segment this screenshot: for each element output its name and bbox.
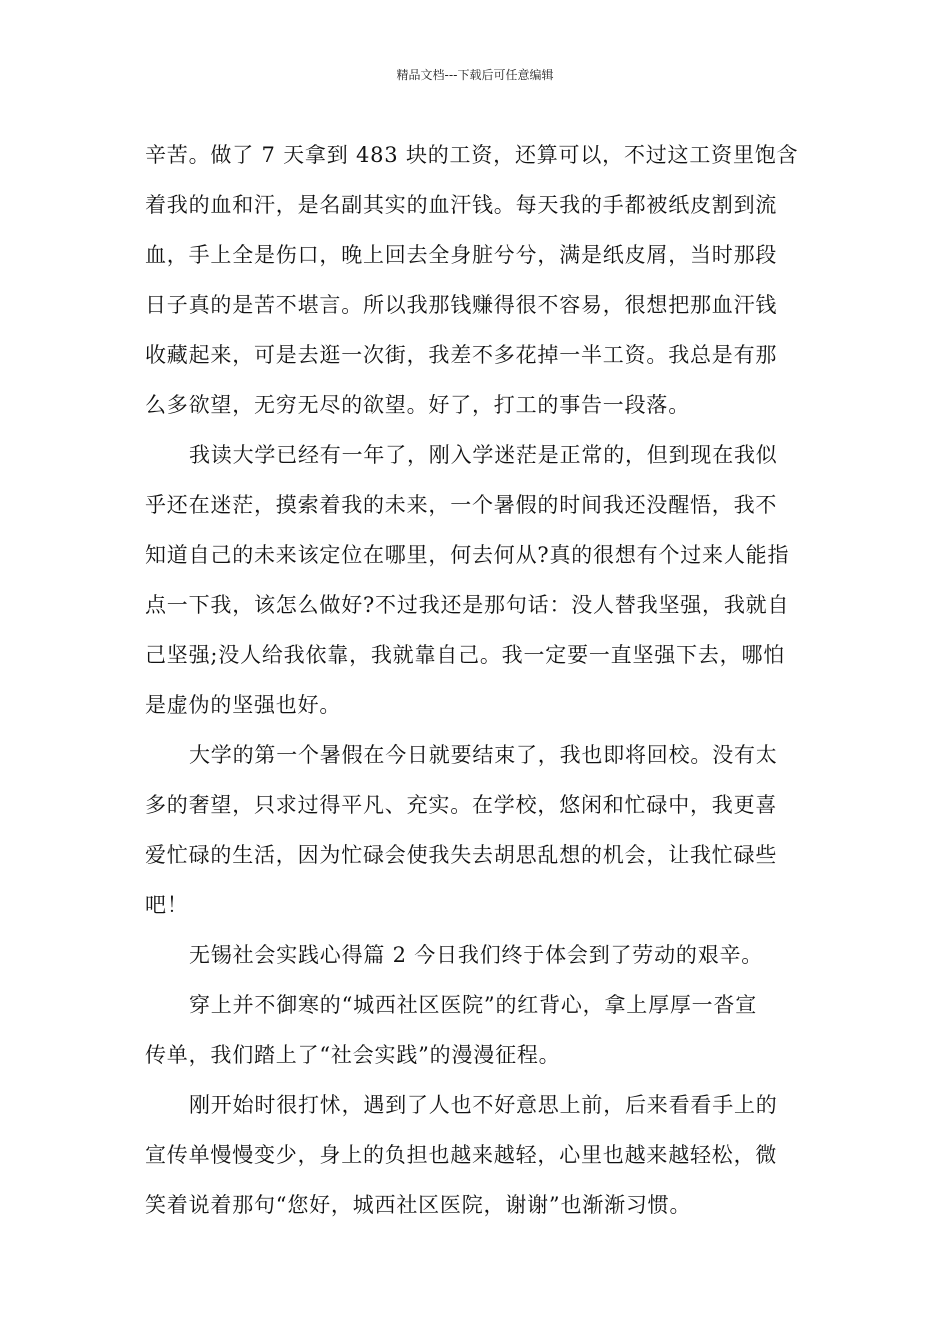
text-line: 己坚强;没人给我依靠，我就靠自己。我一定要一直坚强下去，哪怕 [145, 643, 786, 667]
paragraph [145, 980, 810, 1080]
text-line: 传单，我们踏上了“社会实践”的漫漫征程。 [145, 1043, 561, 1067]
text-line: 血，手上全是伤口，晚上回去全身脏兮兮，满是纸皮屑，当时那段 [145, 243, 778, 267]
text-line: 收藏起来，可是去逛一次街，我差不多花掉一半工资。我总是有那 [145, 343, 778, 367]
paragraph [145, 430, 810, 730]
document-body [145, 130, 810, 1230]
text-line: 点一下我，该怎么做好?不过我还是那句话：没人替我坚强，我就自 [145, 593, 790, 617]
text-line: 么多欲望，无穷无尽的欲望。好了，打工的事告一段落。 [145, 393, 690, 417]
paragraph [145, 930, 810, 980]
paragraph [145, 730, 810, 930]
text-line: 乎还在迷茫，摸索着我的未来，一个暑假的时间我还没醒悟，我不 [145, 493, 778, 517]
text-line: 是虚伪的坚强也好。 [145, 693, 342, 717]
text-line: 辛苦。做了 7 天拿到 483 块的工资，还算可以，不过这工资里饱含 [145, 143, 799, 167]
text-line: 知道自己的未来该定位在哪里，何去何从?真的很想有个过来人能指 [145, 543, 790, 567]
text-line: 吧！ [145, 893, 189, 917]
text-line: 宣传单慢慢变少，身上的负担也越来越轻，心里也越来越轻松，微 [145, 1143, 778, 1167]
text-line: 我读大学已经有一年了，刚入学迷茫是正常的，但到现在我似 [189, 443, 778, 467]
paragraph [145, 1080, 810, 1230]
paragraph [145, 130, 810, 430]
text-line: 穿上并不御寒的“城西社区医院”的红背心，拿上厚厚一沓宣 [189, 993, 758, 1017]
text-line: 大学的第一个暑假在今日就要结束了，我也即将回校。没有太 [189, 743, 778, 767]
page-header: 精品文档---下载后可任意编辑 [396, 68, 554, 82]
text-line: 刚开始时很打怵，遇到了人也不好意思上前，后来看看手上的 [189, 1093, 778, 1117]
text-line: 日子真的是苦不堪言。所以我那钱赚得很不容易，很想把那血汗钱 [145, 293, 778, 317]
text-line: 笑着说着那句“您好，城西社区医院，谢谢”也渐渐习惯。 [145, 1193, 692, 1217]
text-line: 无锡社会实践心得篇 2 今日我们终于体会到了劳动的艰辛。 [189, 943, 764, 967]
text-line: 着我的血和汗，是名副其实的血汗钱。每天我的手都被纸皮割到流 [145, 193, 778, 217]
text-line: 多的奢望，只求过得平凡、充实。在学校，悠闲和忙碌中，我更喜 [145, 793, 778, 817]
text-line: 爱忙碌的生活，因为忙碌会使我失去胡思乱想的机会，让我忙碌些 [145, 843, 778, 867]
